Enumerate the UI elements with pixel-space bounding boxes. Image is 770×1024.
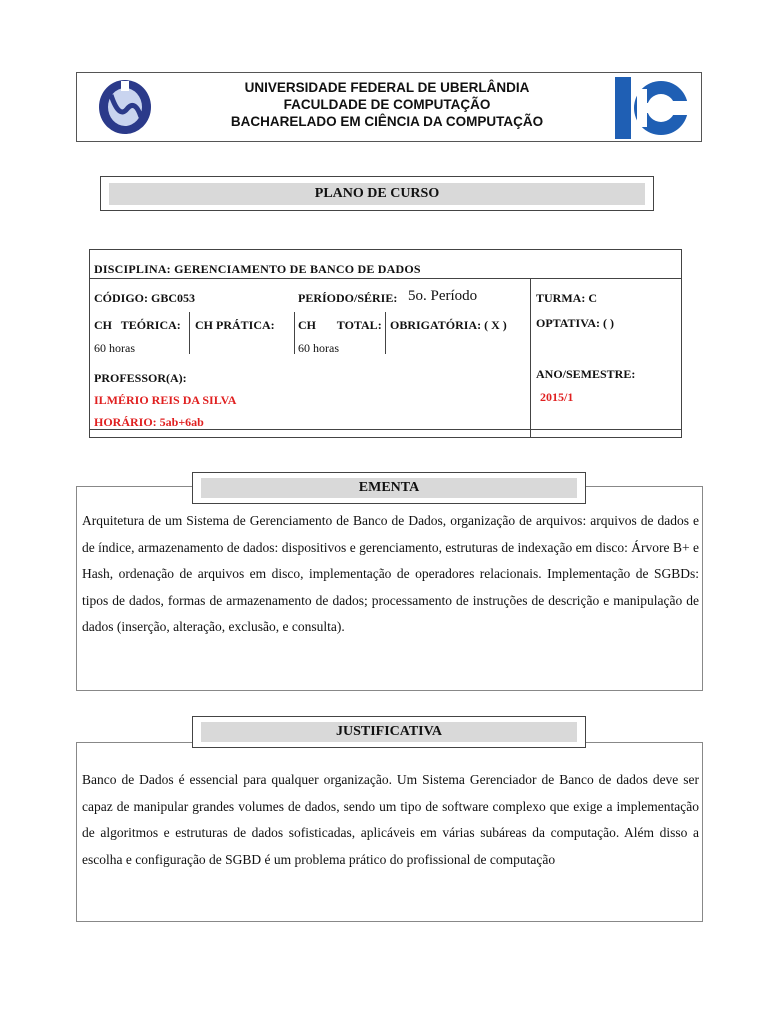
optional-option: OPTATIVA: ( ) xyxy=(536,316,614,330)
class-group: TURMA: C xyxy=(536,291,597,305)
plan-title-box xyxy=(100,176,654,211)
ementa-title-box xyxy=(192,472,586,504)
university-logo-icon xyxy=(97,79,153,135)
justificativa-text: Banco de Dados é essencial para qualquer organização. Um Sistema Gerenciador de Banco de dados deve ser capaz de manipular grandes volumes de dados, sendo um tipo de software complexo que exige a implementação de algoritmos e estruturas de dados sofisticadas, aplicáveis em várias subáreas da computação. Além disso a escolha e configuração de SGBD é um problema prático do profissional de computação xyxy=(82,772,699,867)
faculty-name: FACULDADE DE COMPUTAÇÃO xyxy=(283,97,491,112)
ch-teorica-label: CH TEÓRICA: xyxy=(94,318,181,332)
year-semester-label: ANO/SEMESTRE: xyxy=(536,367,636,381)
faculty-logo-icon xyxy=(615,77,691,139)
course-code: CÓDIGO: GBC053 xyxy=(94,291,196,305)
ch-teorica-value: 60 horas xyxy=(94,341,135,355)
professor-label: PROFESSOR(A): xyxy=(94,371,187,385)
university-name: UNIVERSIDADE FEDERAL DE UBERLÂNDIA xyxy=(244,80,530,95)
period-value: 5o. Período xyxy=(408,288,478,304)
ch-pratica-label: CH PRÁTICA: xyxy=(195,318,275,332)
discipline-name: DISCIPLINA: GERENCIAMENTO DE BANCO DE DADOS xyxy=(94,262,421,276)
ementa-text: Arquitetura de um Sistema de Gerenciamento de Banco de Dados, organização de arquivos: arquivos de dados e de índice, armazenamento de dados: dispositivos e gerenciamento, estruturas de indexação em disco: Árvore B+ e Hash, ordenação de arquivos em disco, implementação de operadores relacionais. Implementação de SGBDs: tipos de dados, formas de armazenamento de dados; processamento de instruções de descrição e manipulação de dados (inserção, alteração, exclusão, e consulta). xyxy=(82,513,699,634)
period-label: PERÍODO/SÉRIE: xyxy=(298,291,398,305)
ch-total-label: CH TOTAL: xyxy=(298,318,382,332)
mandatory-option: OBRIGATÓRIA: ( X ) xyxy=(390,318,507,332)
ementa-title: EMENTA xyxy=(201,478,577,498)
ch-total-value: 60 horas xyxy=(298,341,339,355)
schedule: HORÁRIO: 5ab+6ab xyxy=(94,415,204,429)
justificativa-title: JUSTIFICATIVA xyxy=(201,722,577,742)
program-name: BACHARELADO EM CIÊNCIA DA COMPUTAÇÃO xyxy=(230,114,544,129)
plan-title: PLANO DE CURSO xyxy=(109,183,645,205)
justificativa-title-box xyxy=(192,716,586,748)
document-header xyxy=(76,72,702,142)
year-semester-value: 2015/1 xyxy=(540,390,574,404)
header-title xyxy=(177,79,597,130)
discipline-table xyxy=(89,249,682,438)
professor-name: ILMÉRIO REIS DA SILVA xyxy=(94,393,237,407)
